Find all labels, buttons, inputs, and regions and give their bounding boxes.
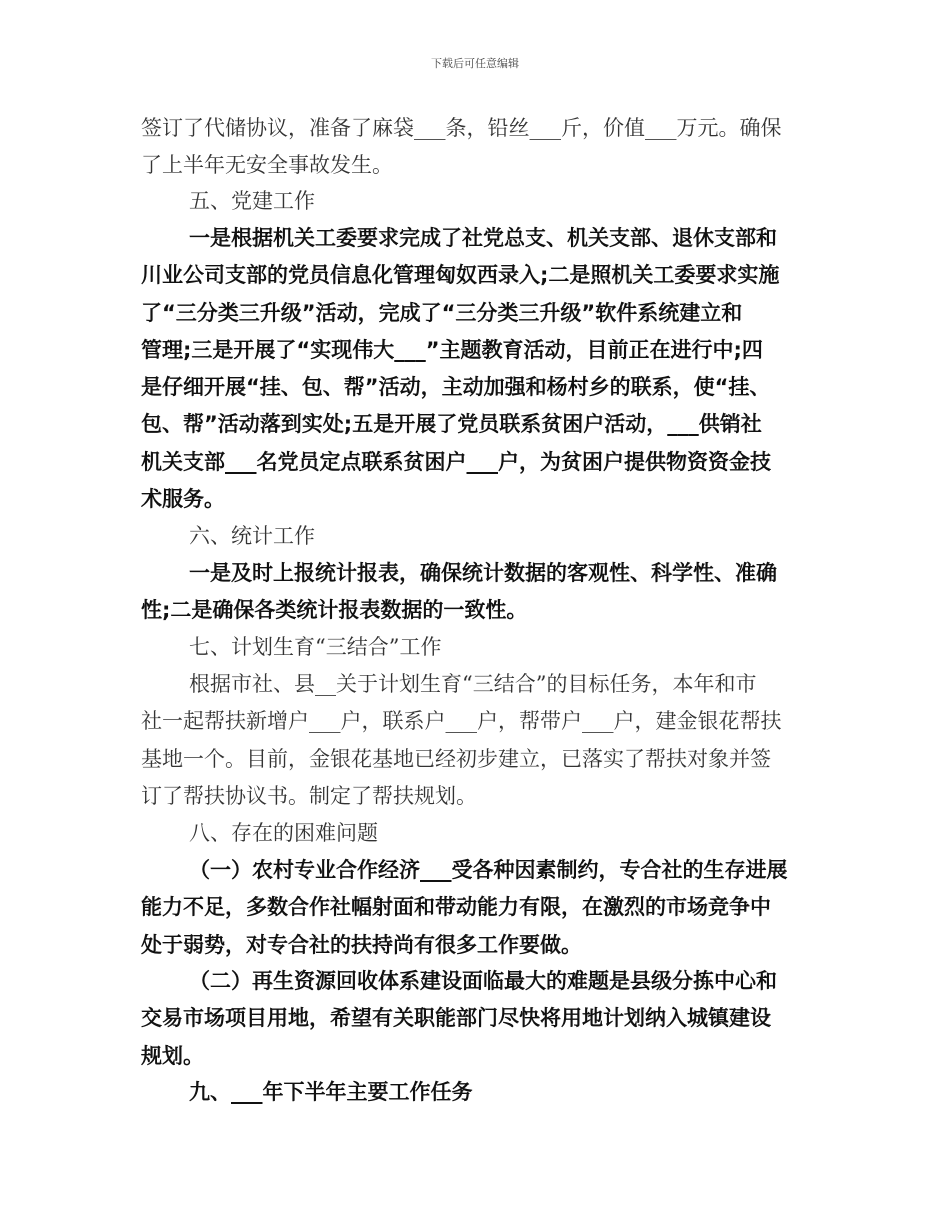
heading-second-half-tasks bbox=[141, 1074, 811, 1111]
text-line: 规划。 bbox=[141, 1043, 204, 1068]
text-line: 交易市场项目用地，希望有关职能部门尽快将用地计划纳入城镇建设 bbox=[141, 1006, 771, 1031]
heading-statistics bbox=[141, 518, 811, 555]
heading-text: 五、党建工作 bbox=[189, 189, 315, 213]
text-line: （二）再生资源回收体系建设面临最大的难题是县级分拣中心和 bbox=[189, 969, 777, 993]
text-line: 订了帮扶协议书。制定了帮扶规划。 bbox=[141, 783, 477, 808]
paragraph-warehouse bbox=[141, 110, 811, 185]
text-line: 川业公司支部的党员信息化管理匈奴西录入;二是照机关工委要求实施 bbox=[141, 263, 780, 288]
text-line: 社一起帮扶新增户___户，联系户___户，帮带户___户，建金银花帮扶 bbox=[141, 709, 782, 734]
heading-text: 九、___年下半年主要工作任务 bbox=[189, 1080, 473, 1104]
paragraph-statistics bbox=[141, 555, 811, 630]
text-line: （一）农村专业合作经济___受各种因素制约，专合社的生存进展 bbox=[189, 858, 788, 882]
text-line: 术服务。 bbox=[141, 487, 225, 512]
text-line: 能力不足，多数合作社幅射面和带动能力有限，在激烈的市场竞争中 bbox=[141, 895, 771, 920]
text-line: 签订了代储协议，准备了麻袋___条，铅丝___斤，价值___万元。确保 bbox=[141, 116, 782, 140]
text-line: 一是根据机关工委要求完成了社党总支、机关支部、退休支部和 bbox=[189, 226, 777, 250]
heading-family-planning bbox=[141, 629, 811, 666]
text-line: 包、帮”活动落到实处;五是开展了党员联系贫困户活动，___供销社 bbox=[141, 412, 762, 437]
text-line: 机关支部___名党员定点联系贫困户___户，为贫困户提供物资资金技 bbox=[141, 449, 771, 474]
text-line: 处于弱势，对专合社的扶持尚有很多工作要做。 bbox=[141, 932, 582, 957]
text-line: 一是及时上报统计报表，确保统计数据的客观性、科学性、准确 bbox=[189, 561, 777, 585]
heading-text: 八、存在的困难问题 bbox=[189, 821, 378, 845]
heading-party-building bbox=[141, 183, 811, 220]
page-header: 下载后可任意编辑 bbox=[431, 57, 519, 70]
heading-difficulties bbox=[141, 815, 811, 852]
text-line: 是仔细开展“挂、包、帮”活动，主动加强和杨村乡的联系，使“挂、 bbox=[141, 375, 771, 400]
text-line: 管理;三是开展了“实现伟大___”主题教育活动，目前正在进行中;四 bbox=[141, 337, 763, 362]
paragraph-family-planning bbox=[141, 666, 811, 815]
text-line: 根据市社、县__关于计划生育“三结合”的目标任务，本年和市 bbox=[189, 672, 757, 696]
paragraph-party-building bbox=[141, 220, 811, 518]
text-line: 了上半年无安全事故发生。 bbox=[141, 153, 393, 178]
paragraph-difficulty-two bbox=[141, 963, 811, 1075]
paragraph-difficulty-one bbox=[141, 852, 811, 964]
text-line: 基地一个。目前，金银花基地已经初步建立，已落实了帮扶对象并签 bbox=[141, 746, 771, 771]
heading-text: 六、统计工作 bbox=[189, 524, 315, 548]
heading-text: 七、计划生育“三结合”工作 bbox=[189, 635, 442, 659]
text-line: 性;二是确保各类统计报表数据的一致性。 bbox=[141, 598, 528, 623]
text-line: 了“三分类三升级”活动，完成了“三分类三升级”软件系统建立和 bbox=[141, 300, 743, 325]
